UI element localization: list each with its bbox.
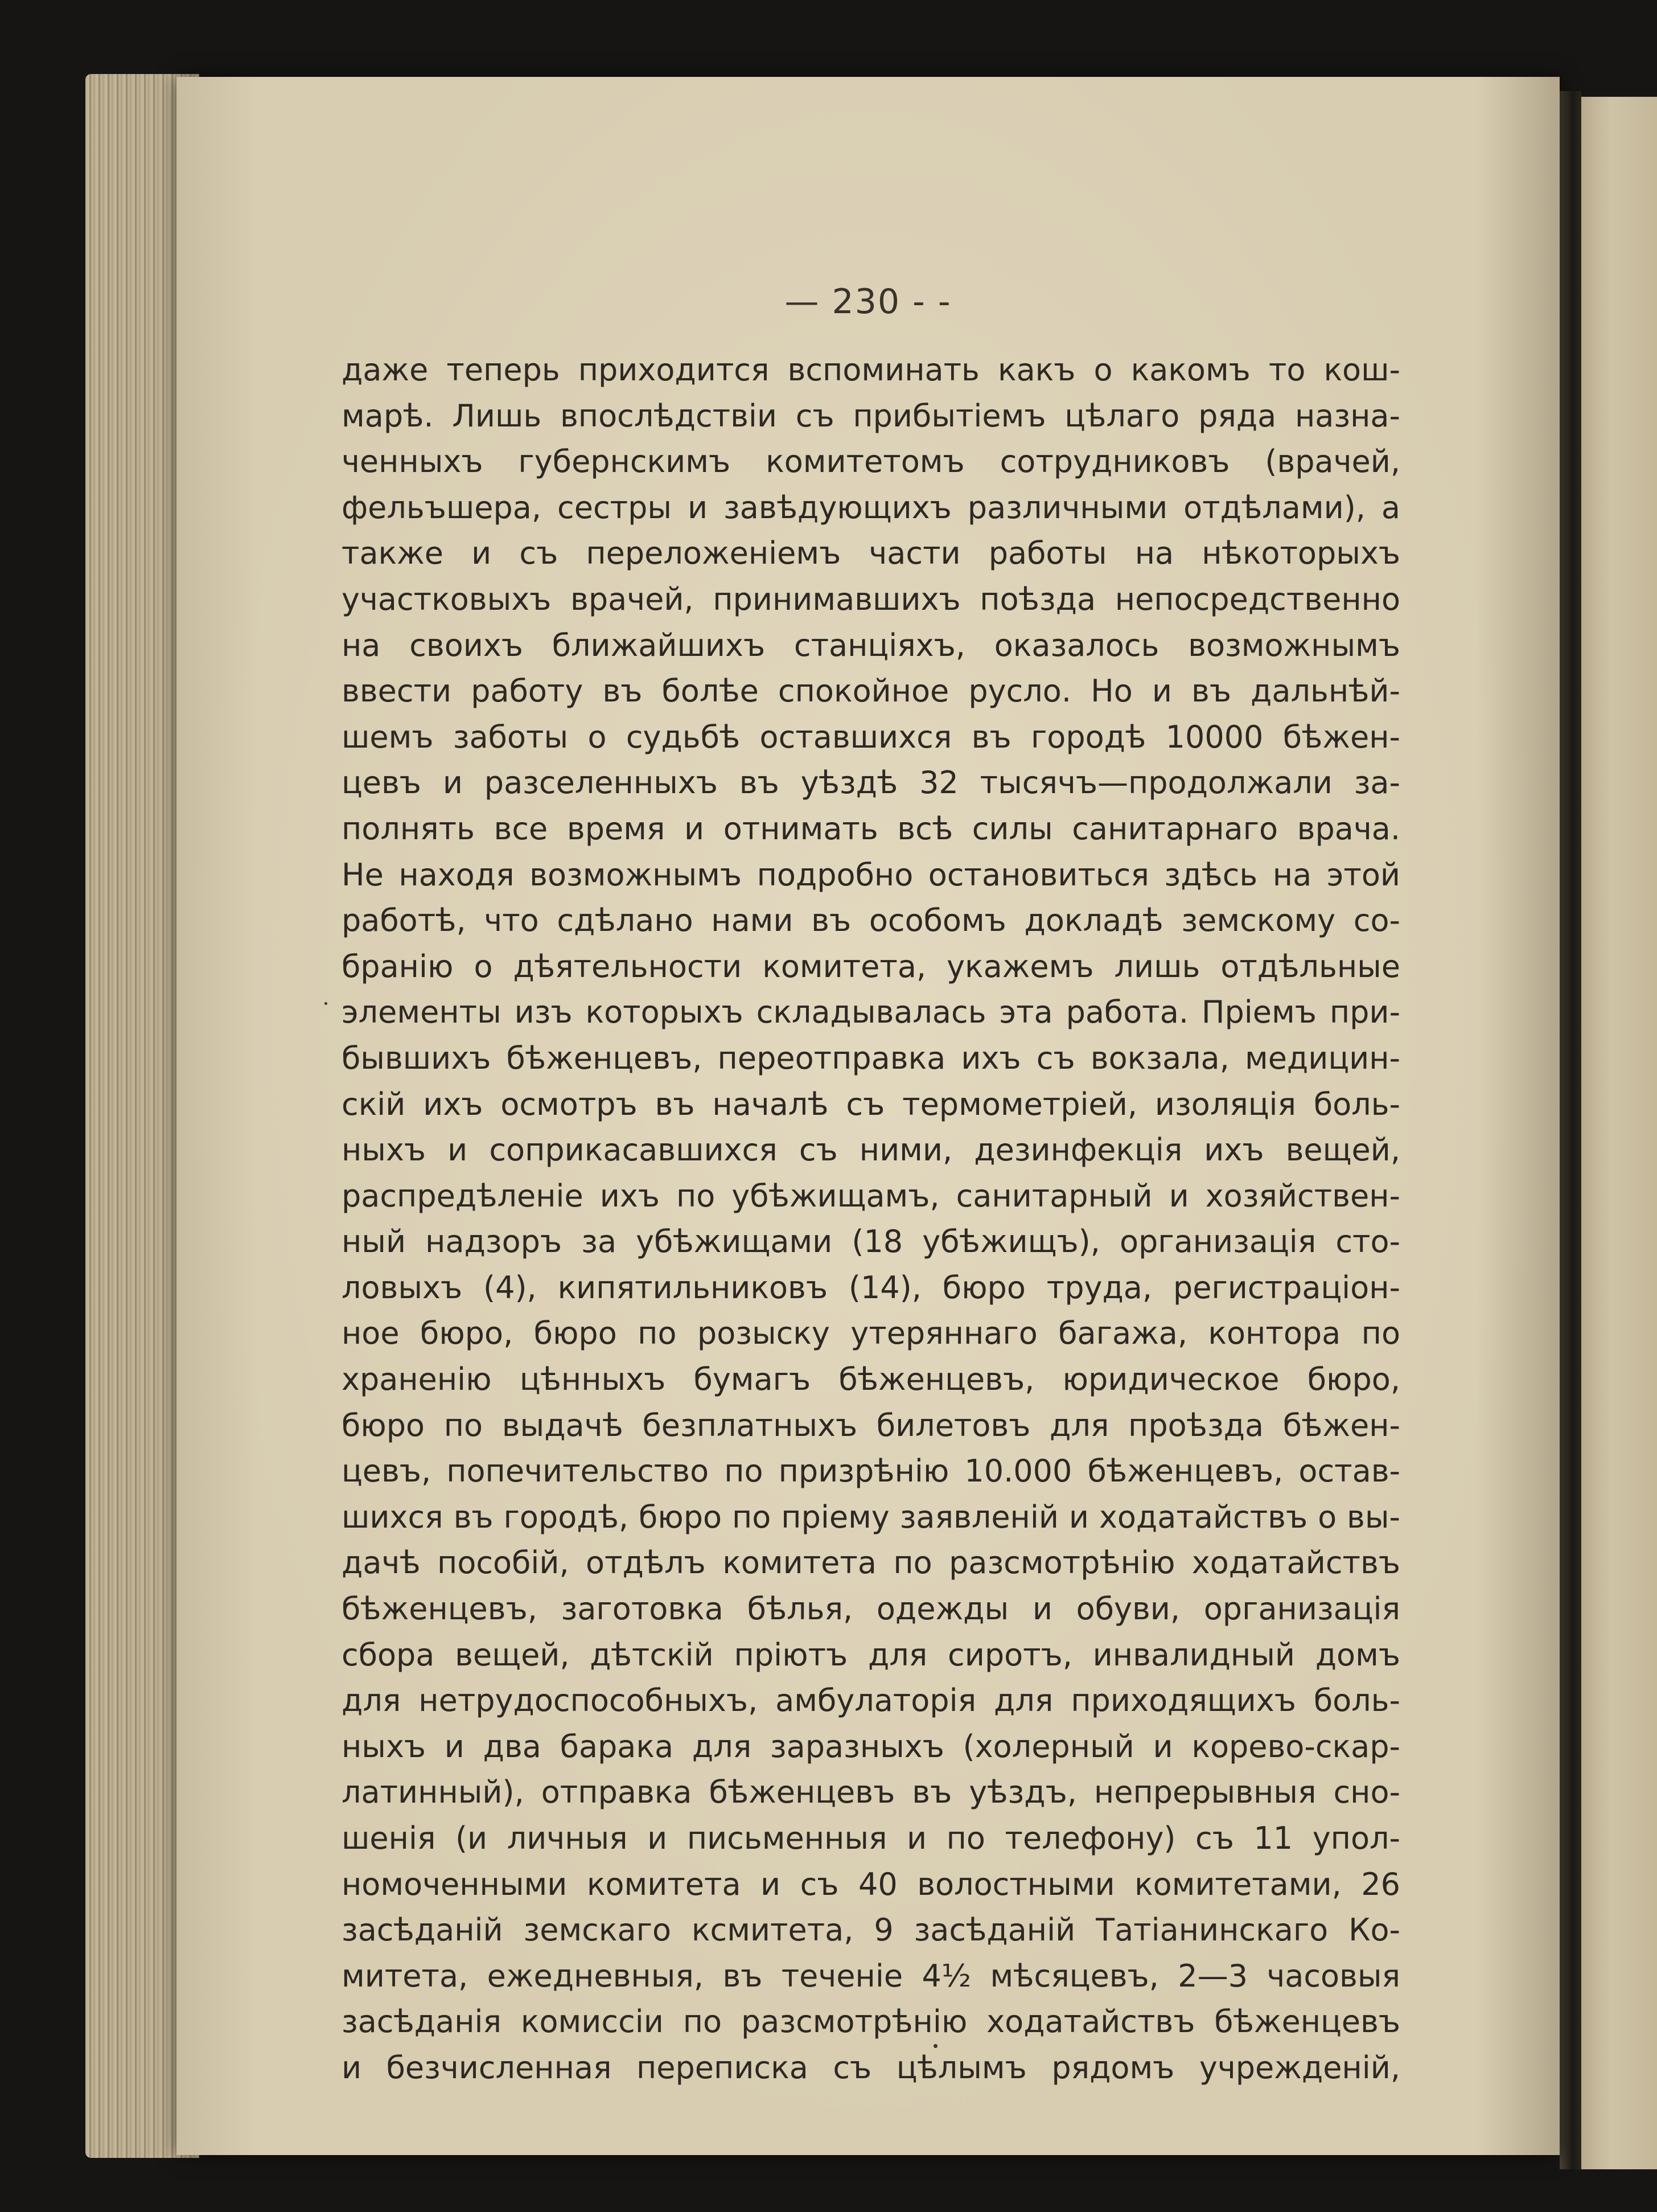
text-line: даже теперь приходится вспоминать какъ о какомъ то кош- [342,352,1400,388]
text-line: на своихъ ближайшихъ станціяхъ, оказалось возможнымъ [342,627,1400,663]
text-line: Не находя возможнымъ подробно остановиться здѣсь на этой [342,856,1400,893]
text-line: для нетрудоспособныхъ, амбулаторія для приходящихъ боль- [342,1682,1400,1719]
text-line: участковыхъ врачей, принимавшихъ поѣзда непосредственно [342,581,1400,617]
book-gutter [1560,91,1581,2169]
book-page [176,77,1560,2155]
text-line: ныхъ и два барака для заразныхъ (холерный и корево-скар- [342,1728,1400,1764]
text-line: засѣданій земскаго ксмитета, 9 засѣданій Татіанинскаго Ко- [342,1912,1400,1948]
text-line: элементы изъ которыхъ складывалась эта работа. Пріемъ при- [342,994,1400,1031]
text-line: скій ихъ осмотръ въ началѣ съ термометріей, изоляція боль- [342,1086,1400,1122]
text-line: работѣ, что сдѣлано нами въ особомъ докладѣ земскому со- [342,902,1400,939]
text-line: ныхъ и соприкасавшихся съ ними, дезинфекція ихъ вещей, [342,1132,1400,1168]
text-line: латинный), отправка бѣженцевъ въ уѣздъ, непрерывныя сно- [342,1774,1400,1811]
text-line: и безчисленная переписка съ цѣлымъ рядомъ учрежденій, [342,2049,1400,2086]
paper-speck [934,2044,938,2048]
text-line: засѣданія комиссіи по разсмотрѣнію ходатайствъ бѣженцевъ [342,2004,1400,2040]
page-body-text [342,347,1400,2091]
text-line: храненію цѣнныхъ бумагъ бѣженцевъ, юридическое бюро, [342,1361,1400,1398]
text-line: цевъ и разселенныхъ въ уѣздѣ 32 тысячъ—продолжали за- [342,765,1400,801]
text-line: митета, ежедневныя, въ теченіе 4½ мѣсяцевъ, 2—3 часовыя [342,1957,1400,1994]
page-number: — 230 - - [784,282,952,322]
text-line: ввести работу въ болѣе спокойное русло. Но и въ дальнѣй- [342,673,1400,709]
text-line: шемъ заботы о судьбѣ оставшихся въ городѣ 10000 бѣжен- [342,719,1400,755]
text-line: марѣ. Лишь впослѣдствіи съ прибытіемъ цѣлаго ряда назна- [342,397,1400,434]
text-line: распредѣленіе ихъ по убѣжищамъ, санитарный и хозяйствен- [342,1177,1400,1214]
text-line: шенія (и личныя и письменныя и по телефону) съ 11 упол- [342,1820,1400,1856]
text-line: ный надзоръ за убѣжищами (18 убѣжищъ), организація сто- [342,1224,1400,1260]
text-line: номоченными комитета и съ 40 волостными комитетами, 26 [342,1866,1400,1902]
text-line: бранію о дѣятельности комитета, укажемъ лишь отдѣльные [342,948,1400,984]
text-line: полнять все время и отнимать всѣ силы санитарнаго врача. [342,810,1400,847]
text-line: ченныхъ губернскимъ комитетомъ сотрудниковъ (врачей, [342,444,1400,480]
paper-speck [324,1002,327,1005]
facing-page-edge [1581,97,1657,2169]
text-line: бѣженцевъ, заготовка бѣлья, одежды и обуви, организація [342,1591,1400,1627]
text-line: сбора вещей, дѣтскій пріютъ для сиротъ, инвалидный домъ [342,1636,1400,1673]
text-line: цевъ, попечительство по призрѣнію 10.000 бѣженцевъ, остав- [342,1453,1400,1489]
text-line: фельъшера, сестры и завѣдующихъ различными отдѣлами), а [342,489,1400,526]
text-line: ное бюро, бюро по розыску утеряннаго багажа, контора по [342,1315,1400,1352]
text-line: ловыхъ (4), кипятильниковъ (14), бюро труда, регистраціон- [342,1269,1400,1306]
text-line: также и съ переложеніемъ части работы на нѣкоторыхъ [342,535,1400,572]
text-line: шихся въ городѣ, бюро по пріему заявленій и ходатайствъ о вы- [342,1499,1400,1535]
text-line: бюро по выдачѣ безплатныхъ билетовъ для проѣзда бѣжен- [342,1407,1400,1443]
text-line: дачѣ пособій, отдѣлъ комитета по разсмотрѣнію ходатайствъ [342,1545,1400,1581]
text-line: бывшихъ бѣженцевъ, переотправка ихъ съ вокзала, медицин- [342,1040,1400,1076]
